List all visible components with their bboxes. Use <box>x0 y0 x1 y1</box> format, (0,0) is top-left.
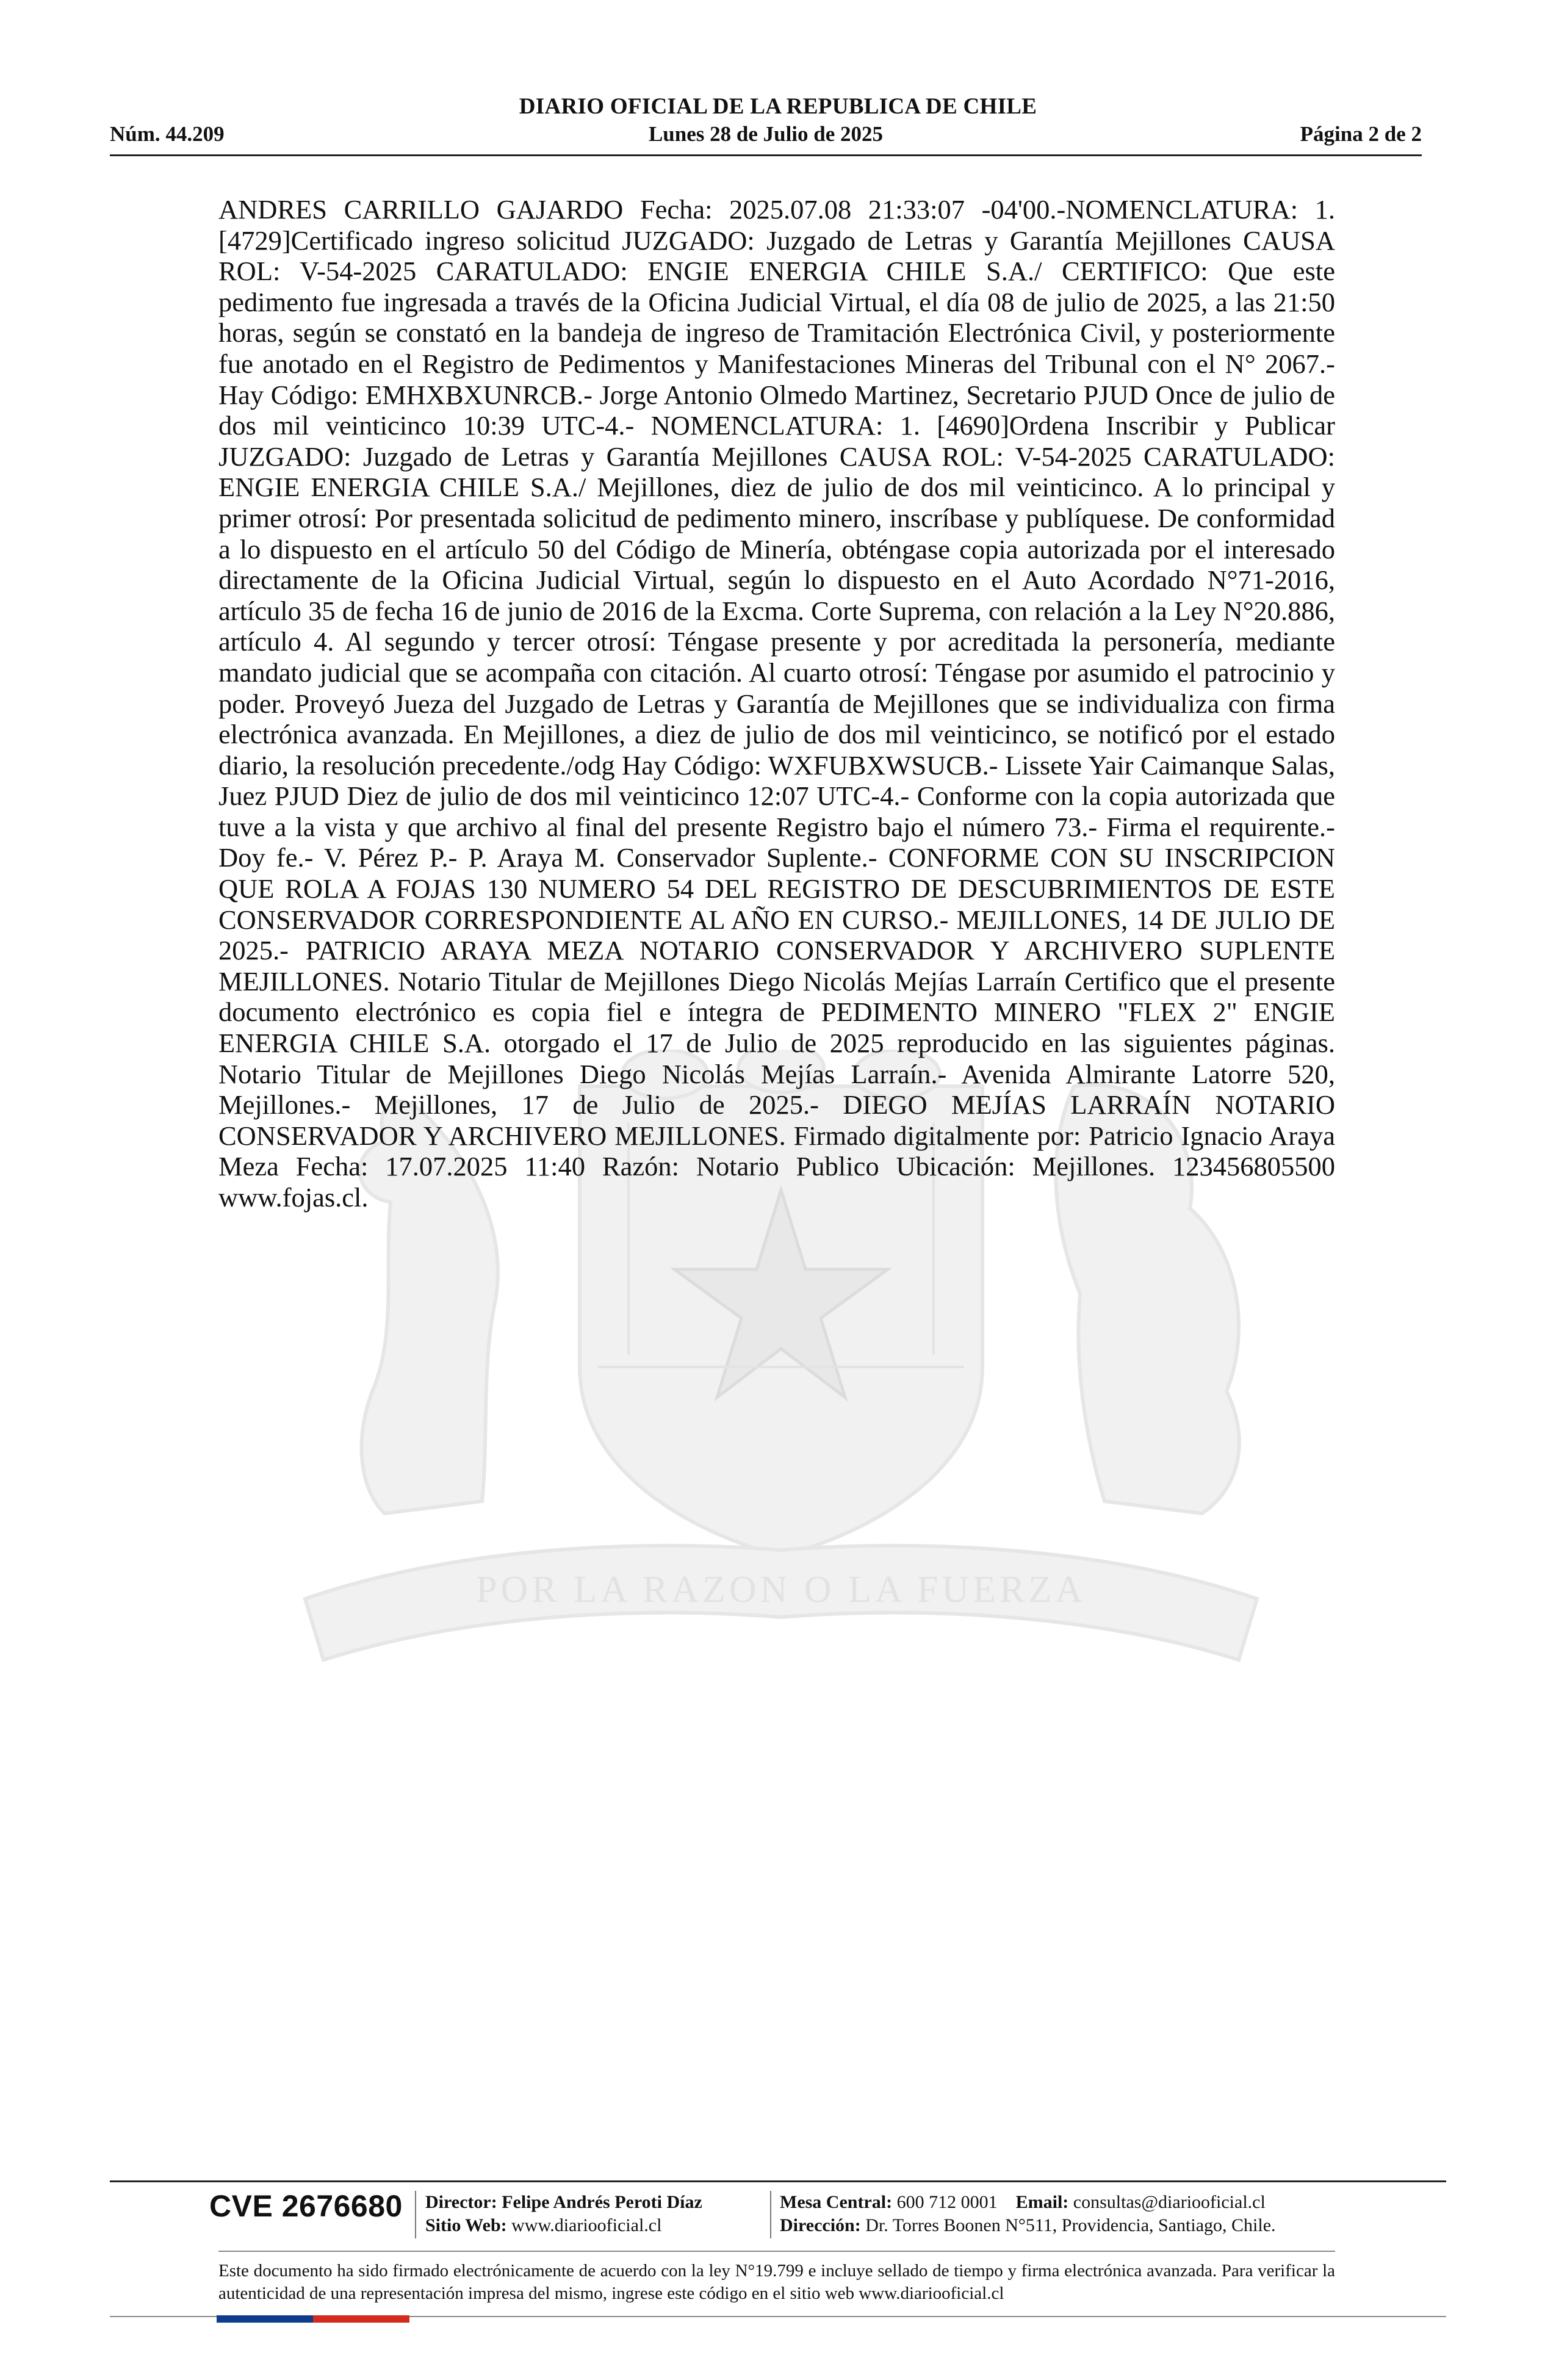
body-paragraph: ANDRES CARRILLO GAJARDO Fecha: 2025.07.08 21:33:07 -04'00.-NOMENCLATURA: 1. [4729]Certificado ingreso solicitud JUZGADO: Juzgado de Letras y Garantía Mejillones CAUSA ROL: V-54-2025 CARATULADO: ENGIE ENERGIA CHILE S.A./ CERTIFICO: Que este pedimento fue ingresada a través de la Oficina Judicial Virtual, el día 08 de julio de 2025, a las 21:50 horas, según se constató en la bandeja de ingreso de Tramitación Electrónica Civil, y posteriormente fue anotado en el Registro de Pedimentos y Manifestaciones Mineras del Tribunal con el N° 2067.- Hay Código: EMHXBXUNRCB.- Jorge Antonio Olmedo Martinez, Secretario PJUD Once de julio de dos mil veinticinco 10:39 UTC-4.- NOMENCLATURA: 1. [4690]Ordena Inscribir y Publicar JUZGADO: Juzgado de Letras y Garantía Mejillones CAUSA ROL: V-54-2025 CARATULADO: ENGIE ENERGIA CHILE S.A./ Mejillones, diez de julio de dos mil veinticinco. A lo principal y primer otrosí: Por presentada solicitud de pedimento minero, inscríbase y publíquese. De conformidad a lo dispuesto en el artículo 50 del Código de Minería, obténgase copia autorizada por el interesado directamente de la Oficina Judicial Virtual, según lo dispuesto en el Auto Acordado N°71-2016, artículo 35 de fecha 16 de junio de 2016 de la Excma. Corte Suprema, con relación a la Ley N°20.886, artículo 4. Al segundo y tercer otrosí: Téngase presente y por acreditada la personería, mediante mandato judicial que se acompaña con citación. Al cuarto otrosí: Téngase por asumido el patrocinio y poder. Proveyó Jueza del Juzgado de Letras y Garantía de Mejillones que se individualiza con firma electrónica avanzada. En Mejillones, a diez de julio de dos mil veinticinco, se notificó por el estado diario, la resolución precedente./odg Hay Código: WXFUBXWSUCB.- Lissete Yair Caimanque Salas, Juez PJUD Diez de julio de dos mil veinticinco 12:07 UTC-4.- Conforme con la copia autorizada que tuve a la vista y que archivo al final del presente Registro bajo el número 73.- Firma el requirente.- Doy fe.- V. Pérez P.- P. Araya M. Conservador Suplente.- CONFORME CON SU INSCRIPCION QUE ROLA A FOJAS 130 NUMERO 54 DEL REGISTRO DE DESCUBRIMIENTOS DE ESTE CONSERVADOR CORRESPONDIENTE AL AÑO EN CURSO.- MEJILLONES, 14 DE JULIO DE 2025.- PATRICIO ARAYA MEZA NOTARIO CONSERVADOR Y ARCHIVERO SUPLENTE MEJILLONES. Notario Titular de Mejillones Diego Nicolás Mejías Larraín Certifico que el presente documento electrónico es copia fiel e íntegra de PEDIMENTO MINERO "FLEX 2" ENGIE ENERGIA CHILE S.A. otorgado el 17 de Julio de 2025 reproducido en las siguientes páginas. Notario Titular de Mejillones Diego Nicolás Mejías Larraín.- Avenida Almirante Latorre 520, Mejillones.- Mejillones, 17 de Julio de 2025.- DIEGO MEJÍAS LARRAÍN NOTARIO CONSERVADOR Y ARCHIVERO MEJILLONES. Firmado digitalmente por: Patricio Ignacio Araya Meza Fecha: 17.07.2025 11:40 Razón: Notario Publico Ubicación: Mejillones. 123456805500 www.fojas.cl. <box>218 194 1335 1213</box>
address-label: Dirección: <box>780 2215 861 2235</box>
footer-director-block <box>425 2191 702 2237</box>
director-name: Felipe Andrés Peroti Díaz <box>502 2192 702 2212</box>
email-label: Email: <box>1015 2192 1069 2212</box>
issue-date: Lunes 28 de Julio de 2025 <box>648 122 884 146</box>
flag-blue-segment <box>217 2315 313 2323</box>
page-indicator: Página 2 de 2 <box>1300 122 1422 146</box>
website-label: Sitio Web: <box>425 2215 507 2235</box>
footer-contact-block <box>780 2191 1276 2237</box>
signature-notice: Este documento ha sido firmado electrónicamente de acuerdo con la ley N°19.799 e incluye sellado de tiempo y firma electrónica avanzada. Para verificar la autenticidad de una representación impresa del mismo, ingrese este código en el sitio web www.diariooficial.cl <box>218 2261 1335 2303</box>
issue-number: Núm. 44.209 <box>110 122 225 146</box>
cve-code: CVE 2676680 <box>209 2189 403 2223</box>
flag-red-segment <box>313 2315 409 2323</box>
address-value: Dr. Torres Boonen N°511, Providencia, Santiago, Chile. <box>865 2215 1276 2235</box>
header-divider <box>110 154 1422 156</box>
director-label: Director: <box>425 2192 497 2212</box>
footer-divider-top <box>110 2180 1446 2182</box>
footer-divider-middle <box>218 2251 1335 2252</box>
phone-number: 600 712 0001 <box>896 2192 998 2212</box>
header-row <box>110 122 1422 150</box>
email-link[interactable]: consultas@diariooficial.cl <box>1073 2192 1266 2212</box>
footer-separator <box>770 2191 771 2238</box>
phone-label: Mesa Central: <box>780 2192 893 2212</box>
footer-separator <box>415 2191 416 2238</box>
website-link[interactable]: www.diariooficial.cl <box>511 2215 662 2235</box>
watermark-motto: POR LA RAZON O LA FUERZA <box>475 1569 1087 1610</box>
publication-title: DIARIO OFICIAL DE LA REPUBLICA DE CHILE <box>519 94 1037 119</box>
